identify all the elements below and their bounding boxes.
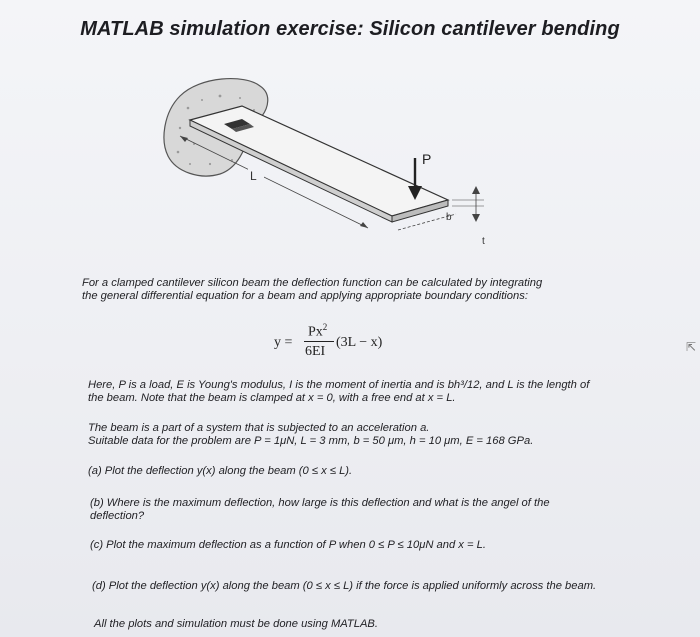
label-l: L (250, 169, 257, 183)
question-a: (a) Plot the deflection y(x) along the beam (0 ≤ x ≤ L). (88, 465, 353, 477)
question-b-line-2: deflection? (90, 510, 145, 522)
system-line-1: The beam is a part of a system that is subjected to an acceleration a. (88, 422, 430, 434)
question-b-line-1: (b) Where is the maximum deflection, how large is this deflection and what is the angel of the (90, 497, 550, 509)
cursor-icon: ⇱ (685, 340, 696, 354)
question-d: (d) Plot the deflection y(x) along the beam (0 ≤ x ≤ L) if the force is applied uniformly across the beam. (92, 580, 597, 592)
cantilever-diagram (150, 68, 510, 268)
deflection-equation (274, 322, 424, 366)
equation-lhs: y = (274, 335, 293, 350)
system-line-2: Suitable data for the problem are P = 1μN, L = 3 mm, b = 50 μm, h = 10 μm, E = 168 GPa. (88, 435, 534, 447)
equation-numerator: Px$^2$ (308, 322, 328, 340)
question-c: (c) Plot the maximum deflection as a function of P when 0 ≤ P ≤ 10μN and x = L. (90, 539, 486, 551)
label-b: b (446, 212, 452, 223)
intro-line-2: the general differential equation for a beam and applying appropriate boundary conditions: (82, 290, 528, 302)
definitions-line-2: the beam. Note that the beam is clamped at x = 0, with a free end at x = L. (88, 392, 456, 404)
label-p: P (422, 151, 432, 167)
intro-line-1: For a clamped cantilever silicon beam the deflection function can be calculated by integrating (82, 277, 543, 289)
equation-denominator: 6EI (305, 344, 326, 359)
definitions-line-1: Here, P is a load, E is Young's modulus, I is the moment of inertia and is bh³/12, and L is the length of (88, 379, 590, 391)
footer-note: All the plots and simulation must be done using MATLAB. (94, 618, 378, 630)
fraction-bar (304, 341, 334, 342)
equation-rest: (3L − x) (336, 335, 383, 350)
page-title: MATLAB simulation exercise: Silicon cantilever bending (80, 18, 620, 40)
label-t: t (482, 236, 485, 247)
